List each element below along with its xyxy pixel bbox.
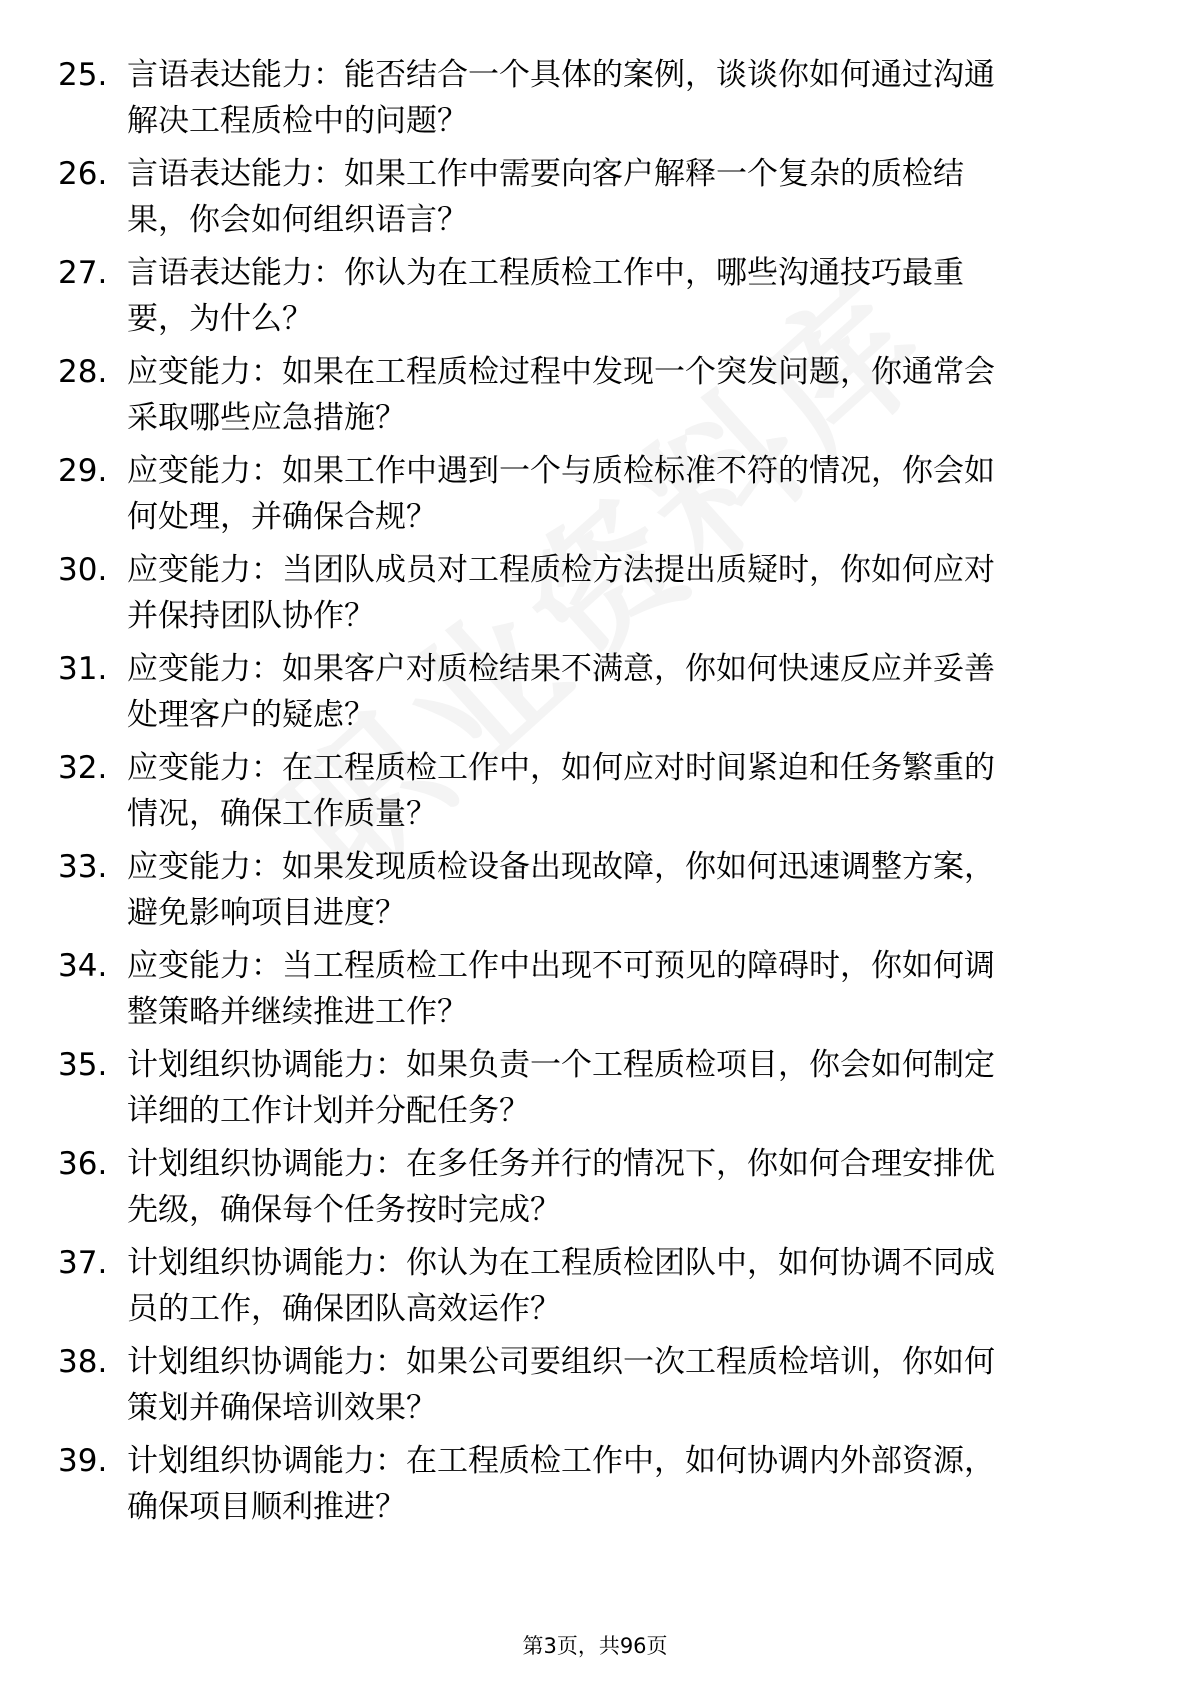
question-number: 35. xyxy=(58,1047,108,1083)
question-item xyxy=(0,52,1190,144)
question-number: 32. xyxy=(58,750,108,786)
question-text-line: 应变能力：如果在工程质检过程中发现一个突发问题，你通常会 xyxy=(127,354,995,390)
question-number: 38. xyxy=(58,1344,108,1380)
question-text-line: 并保持团队协作？ xyxy=(127,598,375,634)
question-number: 36. xyxy=(58,1146,108,1182)
question-item xyxy=(0,1438,1190,1530)
question-text-line: 应变能力：如果工作中遇到一个与质检标准不符的情况，你会如 xyxy=(127,453,995,489)
question-text-line: 应变能力：如果发现质检设备出现故障，你如何迅速调整方案， xyxy=(127,849,995,885)
question-number: 25. xyxy=(58,57,108,93)
question-number: 26. xyxy=(58,156,108,192)
question-item xyxy=(0,349,1190,441)
question-text-line: 应变能力：当工程质检工作中出现不可预见的障碍时，你如何调 xyxy=(127,948,995,984)
question-text-line: 言语表达能力：能否结合一个具体的案例，谈谈你如何通过沟通 xyxy=(127,57,995,93)
question-number: 30. xyxy=(58,552,108,588)
question-text-line: 详细的工作计划并分配任务？ xyxy=(127,1093,530,1129)
question-text-line: 避免影响项目进度？ xyxy=(127,895,406,931)
question-text-line: 应变能力：在工程质检工作中，如何应对时间紧迫和任务繁重的 xyxy=(127,750,995,786)
question-number: 28. xyxy=(58,354,108,390)
question-text-line: 应变能力：如果客户对质检结果不满意，你如何快速反应并妥善 xyxy=(127,651,995,687)
question-text-line: 策划并确保培训效果？ xyxy=(127,1390,437,1426)
question-item xyxy=(0,1339,1190,1431)
question-number: 29. xyxy=(58,453,108,489)
question-text-line: 处理客户的疑虑？ xyxy=(127,697,375,733)
question-text-line: 采取哪些应急措施？ xyxy=(127,400,406,436)
question-text-line: 确保项目顺利推进？ xyxy=(127,1489,406,1525)
question-item xyxy=(0,943,1190,1035)
page-number-label: 第3页，共96页 xyxy=(522,1634,668,1658)
question-text-line: 计划组织协调能力：在工程质检工作中，如何协调内外部资源， xyxy=(127,1443,995,1479)
question-item xyxy=(0,1042,1190,1134)
page-footer xyxy=(0,1632,1190,1660)
question-number: 33. xyxy=(58,849,108,885)
question-text-line: 员的工作，确保团队高效运作？ xyxy=(127,1291,561,1327)
question-item xyxy=(0,1141,1190,1233)
question-list xyxy=(0,52,1190,1537)
question-text-line: 解决工程质检中的问题？ xyxy=(127,103,468,139)
question-item xyxy=(0,250,1190,342)
question-text-line: 言语表达能力：你认为在工程质检工作中，哪些沟通技巧最重 xyxy=(127,255,964,291)
question-number: 27. xyxy=(58,255,108,291)
question-item xyxy=(0,547,1190,639)
question-text-line: 果，你会如何组织语言？ xyxy=(127,202,468,238)
question-text-line: 先级，确保每个任务按时完成？ xyxy=(127,1192,561,1228)
question-item xyxy=(0,448,1190,540)
question-text-line: 计划组织协调能力：如果负责一个工程质检项目，你会如何制定 xyxy=(127,1047,995,1083)
question-number: 37. xyxy=(58,1245,108,1281)
question-text-line: 言语表达能力：如果工作中需要向客户解释一个复杂的质检结 xyxy=(127,156,964,192)
question-text-line: 计划组织协调能力：你认为在工程质检团队中，如何协调不同成 xyxy=(127,1245,995,1281)
question-item xyxy=(0,151,1190,243)
question-number: 34. xyxy=(58,948,108,984)
question-text-line: 计划组织协调能力：在多任务并行的情况下，你如何合理安排优 xyxy=(127,1146,995,1182)
question-text-line: 应变能力：当团队成员对工程质检方法提出质疑时，你如何应对 xyxy=(127,552,995,588)
question-text-line: 整策略并继续推进工作？ xyxy=(127,994,468,1030)
question-item xyxy=(0,844,1190,936)
question-item xyxy=(0,646,1190,738)
question-text-line: 何处理，并确保合规？ xyxy=(127,499,437,535)
question-number: 31. xyxy=(58,651,108,687)
question-text-line: 情况，确保工作质量？ xyxy=(127,796,437,832)
question-number: 39. xyxy=(58,1443,108,1479)
question-item xyxy=(0,1240,1190,1332)
question-text-line: 计划组织协调能力：如果公司要组织一次工程质检培训，你如何 xyxy=(127,1344,995,1380)
question-text-line: 要，为什么？ xyxy=(127,301,313,337)
question-item xyxy=(0,745,1190,837)
